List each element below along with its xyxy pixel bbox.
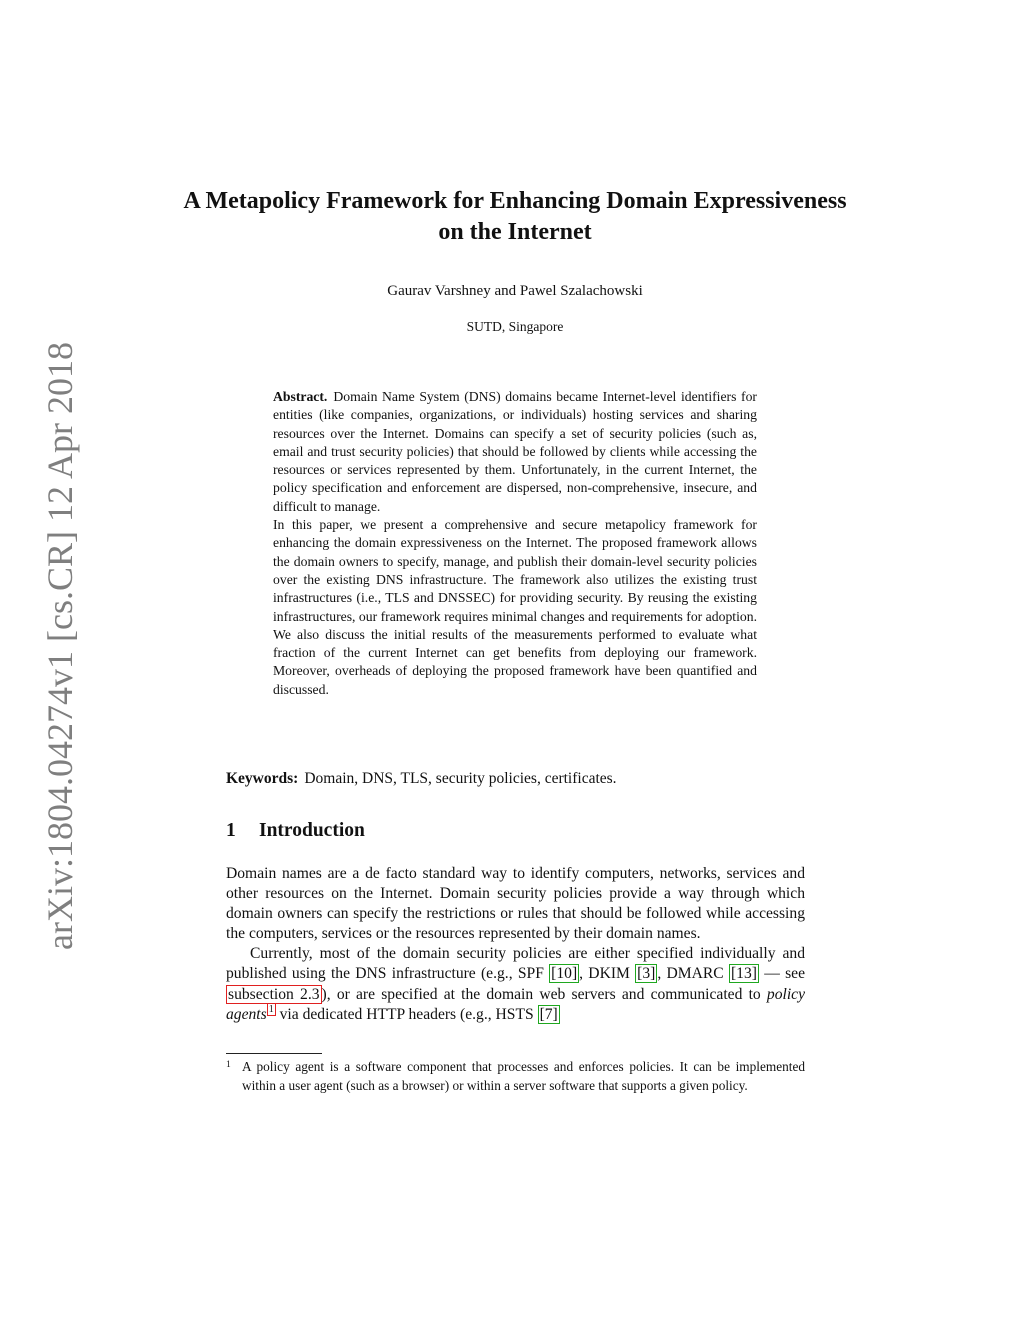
section-heading-introduction	[226, 820, 365, 842]
footnote-reference-link[interactable]: 1	[268, 1004, 274, 1016]
abstract-paragraph-2: In this paper, we present a comprehensive and secure metapolicy framework for enhancing the domain expressiveness on the Internet. The proposed framework allows the domain owners to specify, manage, and publish their domain-level security policies over the existing DNS infrastructure. The framework also utilizes the existing trust infrastructures (i.e., TLS and DNSSEC) for providing security. By reusing the existing infrastructures, our framework requires minimal changes and requirements for adoption. We also discuss the initial results of the measurements performed to evaluate what fraction of the current Internet can get benefits from deploying our framework. Moreover, overheads of deploying the proposed framework have been quantified and discussed.	[273, 517, 757, 697]
section-number: 1	[226, 820, 236, 841]
intro-text: via dedicated HTTP headers (e.g., HSTS	[275, 1005, 538, 1023]
policy-agents-term: policy agents	[226, 985, 806, 1023]
paper-title: A Metapolicy Framework for Enhancing Domain Expressiveness on the Internet	[183, 188, 847, 245]
abstract-text-1: Domain Name System (DNS) domains became Internet-level identifiers for entities (like companies, organizations, or individuals) hosting services and sharing resources over the Internet. Domains can specify a set of security policies (such as, email and trust security policies) that should be followed by clients while accessing the resources or services represented by them. Unfortunately, in the current Internet, the policy specification and enforcement are dispersed, non-comprehensive, insecure, and difficult to manage.	[273, 389, 757, 514]
abstract-paragraph-1	[273, 388, 757, 516]
paper-authors: Gaurav Varshney and Pawel Szalachowski	[387, 283, 643, 299]
intro-text: , DMARC	[657, 965, 729, 983]
citation-link-dkim[interactable]: [3]	[637, 965, 656, 983]
intro-text: ), or are specified at the domain web servers and communicated to	[321, 985, 767, 1003]
intro-text: — see	[758, 965, 805, 983]
citation-link-spf[interactable]: [10]	[551, 965, 578, 983]
citation-link-hsts[interactable]: [7]	[539, 1005, 558, 1023]
footnote-text: A policy agent is a software component that processes and enforces policies. It can be implemented within a user agent (such as a browser) or within a server software that supports a given policy.	[242, 1059, 805, 1093]
intro-paragraph-1: Domain names are a de facto standard way to identify computers, networks, services and other resources on the Internet. Domain security policies provide a way through which domain owners can specify the restrictions or rules that should be followed while accessing the computers, services or the resources represented by their domain names.	[226, 865, 805, 943]
keywords-line	[226, 770, 806, 788]
citation-link-dmarc[interactable]: [13]	[730, 965, 757, 983]
keywords-text: Domain, DNS, TLS, security policies, certificates.	[304, 770, 617, 787]
paper-affiliation: SUTD, Singapore	[466, 319, 564, 334]
footnote-divider	[226, 1053, 322, 1054]
intro-text: , DKIM	[579, 965, 636, 983]
intro-text: Currently, most of the domain security policies are either specified individually and published using the DNS infrastructure (e.g., SPF	[226, 945, 805, 983]
subsection-cross-reference-link[interactable]: subsection 2.3	[228, 985, 320, 1003]
intro-paragraph-2	[226, 944, 805, 1024]
footnote-mark: 1	[226, 1060, 231, 1070]
keywords-label: Keywords:	[226, 770, 299, 787]
arxiv-identifier-stamp: arXiv:1804.04274v1 [cs.CR] 12 Apr 2018	[40, 342, 80, 950]
abstract-block	[273, 388, 757, 699]
footnote-1	[226, 1058, 805, 1095]
introduction-body	[226, 864, 805, 1025]
section-title: Introduction	[259, 820, 365, 841]
abstract-label: Abstract.	[273, 389, 328, 404]
